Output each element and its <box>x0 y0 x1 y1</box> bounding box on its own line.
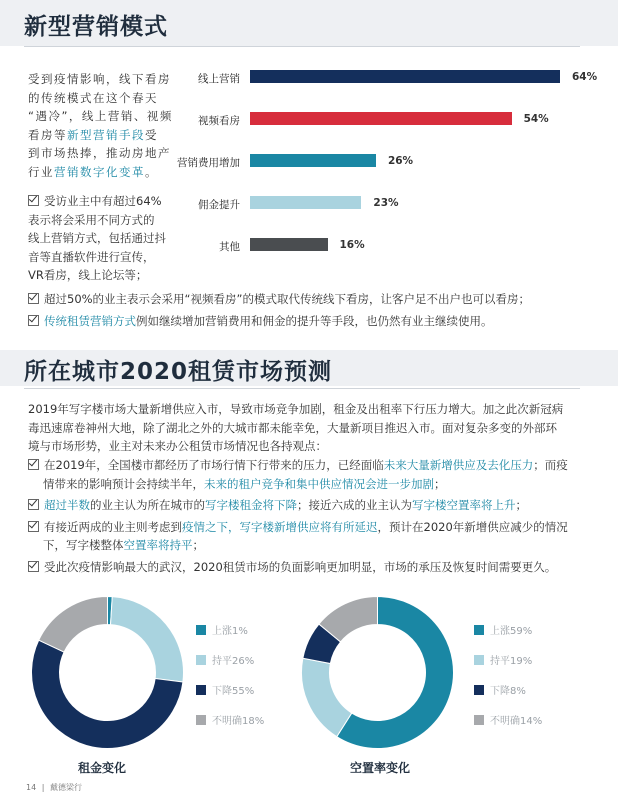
section2-bullet-text: ； <box>192 538 204 552</box>
legend-item <box>196 625 286 639</box>
bar-value-label: 54% <box>523 113 549 125</box>
paragraph-line: 毒迅速席卷神州大地，除了湖北之外的大城市都未能幸免，大量新项目推迟入市。面对复杂多变的外部环 <box>28 420 557 435</box>
bar-value-label: 26% <box>387 155 414 167</box>
intro-text: 看房等 <box>28 127 67 142</box>
vacancy-change-legend <box>474 625 564 745</box>
donut-slice <box>39 597 108 653</box>
check-icon <box>28 293 39 304</box>
section2-bullet-text: 在2019年，全国楼市都经历了市场行情下行带来的压力，已经面临 <box>44 458 384 472</box>
bullet-1-text: 音等直播软件进行宣传， <box>28 249 155 264</box>
bar-label: 其他 <box>219 241 240 253</box>
section2-bullet-text: 受此次疫情影响最大的武汉，2020租赁市场的负面影响更加明显，市场的承压及恢复时间需要更久。 <box>44 559 557 574</box>
intro-highlight: 新型营销手段 <box>67 127 145 142</box>
section2-bullet <box>28 456 613 493</box>
section2-bullet-line <box>28 518 613 537</box>
section2-bullet-line <box>28 496 613 515</box>
vacancy-change-caption: 空置率变化 <box>350 761 411 775</box>
check-icon <box>28 459 39 470</box>
bullet-1-text: 线上营销方式，包括通过抖 <box>28 231 166 245</box>
intro-text: 行业 <box>28 164 54 179</box>
section2-bullet-text: 的业主认为所在城市的 <box>90 498 205 512</box>
section2-bullet-highlight: 空置率将持平 <box>123 538 193 552</box>
footer: 14 | 戴德梁行 <box>26 783 82 792</box>
legend-swatch <box>196 655 206 665</box>
intro-highlight: 营销数字化变革 <box>54 164 145 179</box>
check-icon <box>28 499 39 510</box>
bullet-1-text: 表示将会采用不同方式的 <box>28 212 155 227</box>
legend-swatch <box>196 715 206 725</box>
legend-swatch <box>474 715 484 725</box>
intro-text: 受 <box>145 127 158 142</box>
section2-bullet <box>28 518 613 555</box>
legend-item <box>474 685 564 699</box>
section2-rule <box>24 388 580 389</box>
donut-slice <box>302 658 352 736</box>
bar-value-label: 16% <box>339 239 365 251</box>
legend-item <box>474 655 564 669</box>
rent-change-donut <box>30 595 185 750</box>
marketing-bar-chart <box>120 70 600 270</box>
section2-bullet-highlight: 疫情之下，写字楼新增供应将有所延迟 <box>182 519 378 534</box>
section2-bullet <box>28 558 613 577</box>
rent-change-caption: 租金变化 <box>78 761 127 775</box>
check-icon <box>28 561 39 572</box>
section2-bullet-line <box>28 536 613 555</box>
page-number: 14 <box>26 783 37 792</box>
check-icon <box>28 315 39 326</box>
legend-label: 下降8% <box>490 686 526 697</box>
vacancy-change-donut <box>300 595 455 750</box>
legend-label: 持平26% <box>212 656 255 667</box>
legend-label: 持平19% <box>490 656 533 667</box>
legend-swatch <box>474 625 484 635</box>
section2-bullets <box>28 456 613 579</box>
paragraph-line: 2019年写字楼市场大量新增供应入市，导致市场竞争加剧，租金及出租率下行压力增大。加之此次新冠病 <box>28 402 564 416</box>
bar-label: 佣金提升 <box>198 199 240 211</box>
legend-label: 不明确14% <box>490 716 543 727</box>
legend-swatch <box>196 625 206 635</box>
section2-bullet-line <box>28 558 613 577</box>
legend-label: 下降55% <box>212 686 255 697</box>
bullet-3-text: 例如继续增加营销费用和佣金的提升等手段，也仍然有业主继续使用。 <box>136 314 493 328</box>
section1-bullet-2-text: 超过50%的业主表示会采用“视频看房”的模式取代传统线下看房，让客户足不出户也可以看房； <box>44 292 530 306</box>
legend-swatch <box>474 655 484 665</box>
bullet-3-highlight: 传统租赁营销方式 <box>44 314 136 328</box>
section2-bullet-highlight: 超过半数 <box>44 498 90 512</box>
bar <box>250 238 328 251</box>
section1-bullet-2 <box>28 290 608 309</box>
section1-rule <box>24 46 580 47</box>
paragraph-line: 境与市场形势，业主对未来办公租赁市场情况也各持观点： <box>28 439 327 453</box>
section2-bullet-text: 下，写字楼整体 <box>43 538 124 552</box>
legend-item <box>196 655 286 669</box>
legend-label: 上涨1% <box>212 626 248 637</box>
section2-bullet-text: ； <box>515 498 527 512</box>
bar-label: 线上营销 <box>198 73 240 85</box>
section2-bullet-line <box>28 456 613 475</box>
bar-label: 视频看房 <box>198 115 240 127</box>
legend-item <box>474 715 564 729</box>
bar <box>250 112 512 125</box>
intro-text: 的传统模式在这个春天 <box>28 90 158 105</box>
legend-label: 不明确18% <box>212 716 265 727</box>
bar <box>250 154 376 167</box>
section2-paragraph <box>28 400 603 456</box>
bar <box>250 196 361 209</box>
section2-bullet-highlight: 未来的租户竞争和集中供应情况会进一步加剧 <box>204 476 434 491</box>
bar-value-label: 64% <box>572 71 598 83</box>
section2-bullet-highlight: 写字楼空置率将上升 <box>412 498 516 512</box>
section2-bullet-line <box>28 475 613 494</box>
bullet-1-text: VR看房，线上论坛等； <box>28 268 148 282</box>
section2-bullet-text: ，预计在2020年新增供应减少的情况 <box>377 519 568 534</box>
section2-bullet-text: ；接近六成的业主认为 <box>297 498 412 512</box>
check-icon <box>28 195 39 206</box>
bar-value-label: 23% <box>373 197 399 209</box>
section2-title: 所在城市2020租赁市场预测 <box>24 359 333 385</box>
legend-item <box>474 625 564 639</box>
legend-swatch <box>474 685 484 695</box>
bullet-1-text: 受访业主中有超过64% <box>44 194 162 208</box>
rent-change-legend <box>196 625 286 745</box>
section2-bullet-text: ； <box>434 476 446 491</box>
section2-bullet-text: ；而疫 <box>533 458 568 472</box>
legend-swatch <box>196 685 206 695</box>
section2-bullet <box>28 496 613 515</box>
section2-bullet-text: 有接近两成的业主则考虑到 <box>44 519 182 534</box>
bar <box>250 70 560 83</box>
intro-text: 。 <box>145 164 158 179</box>
section2-bullet-text: 情带来的影响预计会持续半年， <box>43 476 204 491</box>
donut-slice <box>111 597 184 682</box>
section2-bullet-highlight: 写字楼租金将下降 <box>205 498 297 512</box>
section1-title: 新型营销模式 <box>24 14 168 40</box>
section1-bullet-3 <box>28 312 608 331</box>
legend-item <box>196 685 286 699</box>
legend-item <box>196 715 286 729</box>
section2-bullet-highlight: 未来大量新增供应及去化压力 <box>383 458 534 472</box>
legend-label: 上涨59% <box>490 626 533 637</box>
intro-text: 到市场热捧，推动房地产 <box>28 146 171 160</box>
check-icon <box>28 521 39 532</box>
intro-text: “遇冷”，线上营销、视频 <box>28 109 173 123</box>
bar-label: 营销费用增加 <box>177 157 240 169</box>
intro-text: 受到疫情影响，线下看房 <box>28 72 171 86</box>
footer-brand: 戴德梁行 <box>49 783 82 792</box>
